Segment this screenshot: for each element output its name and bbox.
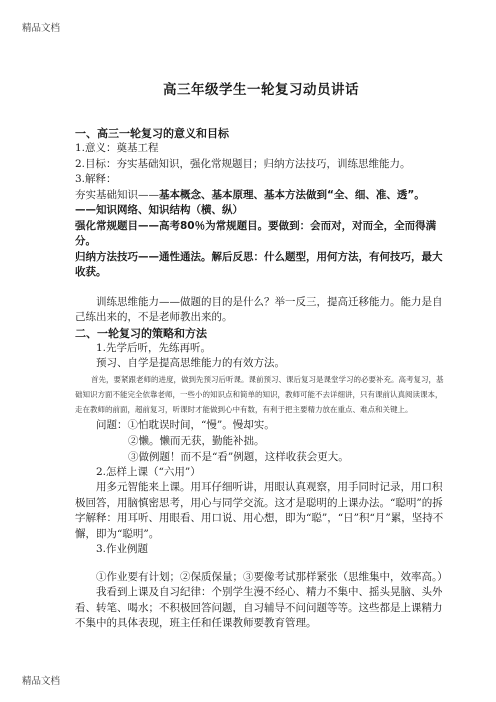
basics-prefix: 夯实基础知识—— bbox=[75, 188, 159, 201]
section1-heading: 一、高三一轮复习的意义和目标 bbox=[75, 127, 229, 140]
problem-line-3: ③做例题！而不是“看”例题，这样收获会更大。 bbox=[128, 450, 349, 463]
section2-line-learn-first: 1.先学后听，先练再听。 bbox=[96, 341, 212, 354]
section1-line-basics bbox=[75, 188, 447, 204]
document-title: 高三年级学生一轮复习动员讲话 bbox=[163, 82, 359, 98]
section2-line-homework: 3.作业例题 bbox=[96, 543, 149, 555]
section2-line-preview: 预习、自学是提高思维能力的有效方法。 bbox=[96, 357, 285, 369]
section1-line-meaning: 1.意义：奠基工程 bbox=[75, 142, 159, 154]
section2-heading: 二、一轮复习的策略和方法 bbox=[75, 326, 207, 340]
section1-line-routine: 强化常规题目——高考80％为常规题目。要做到：会而对，对而全，全而得满分。 bbox=[75, 219, 437, 247]
section1-line-goal: 2.目标：夯实基础知识，强化常规题目；归纳方法技巧，训练思维能力。 bbox=[75, 157, 411, 170]
section2-paragraph-multi-intelligence: 用多元智能来上课。用耳仔细听讲，用眼认真观察，用手同时记录，用口积极回答，用脑慎密思考，用心与同学交流。这才是聪明的上课办法。“聪明”的拆字解释：用耳听、用眼看、用口说、用心想，即为“聪”，“日”积“月”累，坚持不懈，即为“聪明”。 bbox=[75, 481, 444, 540]
problem-line-2: ②懒。懒而无获，勤能补拙。 bbox=[128, 434, 265, 447]
section2-line-homework-rules: ①作业要有计划；②保质保量；③要像考试那样紧张（思维集中，效率高。） bbox=[96, 570, 448, 583]
page-header-tag: 精品文档 bbox=[22, 23, 61, 34]
basics-detail: 基本概念、基本原理、基本方法做到“全、细、准、透”。 bbox=[159, 188, 425, 201]
document-body bbox=[75, 78, 447, 632]
problem-line-1: 问题：①怕耽误时间，“慢”。慢却实。 bbox=[96, 418, 275, 431]
section1-line-explain: 3.解释： bbox=[75, 173, 117, 185]
paragraph-thinking: 训练思维能力——做题的目的是什么？举一反三，提高迁移能力。能力是自己练出来的，不是老师教出来的。 bbox=[75, 295, 443, 323]
section1-line-network: ——知识网络、知识结构（横、纵） bbox=[75, 204, 243, 216]
page-footer-tag: 精品文档 bbox=[22, 676, 61, 687]
section2-small-paragraph: 首先，要紧跟老师的进度，做到先预习后听课。课前预习、课后复习是课堂学习的必要补充。高考复习，基础知识方面不能完全依靠老师，一些小的知识点和简单的知识，教师可能不去详细讲，只有课前认真阅读课本，走在教师的前面，超前复习，听课时才能做到心中有数，有利于把主要精力放在重点、难点和关键上。 bbox=[75, 374, 444, 414]
section2-line-how-to-class: 2.怎样上课（“六用”） bbox=[96, 465, 201, 478]
section2-paragraph-discipline: 我看到上课及自习纪律：个别学生漫不经心、精力不集中、摇头晃脑、头外看、转笔、喝水；不积极回答问题，自习辅导不问问题等等。这些都是上课精力不集中的具体表现，班主任和任课教师要教育管理。 bbox=[75, 586, 443, 629]
section1-line-methods: 归纳方法技巧——通性通法。解后反思：什么题型，用何方法，有何技巧，最大收获。 bbox=[75, 250, 443, 278]
